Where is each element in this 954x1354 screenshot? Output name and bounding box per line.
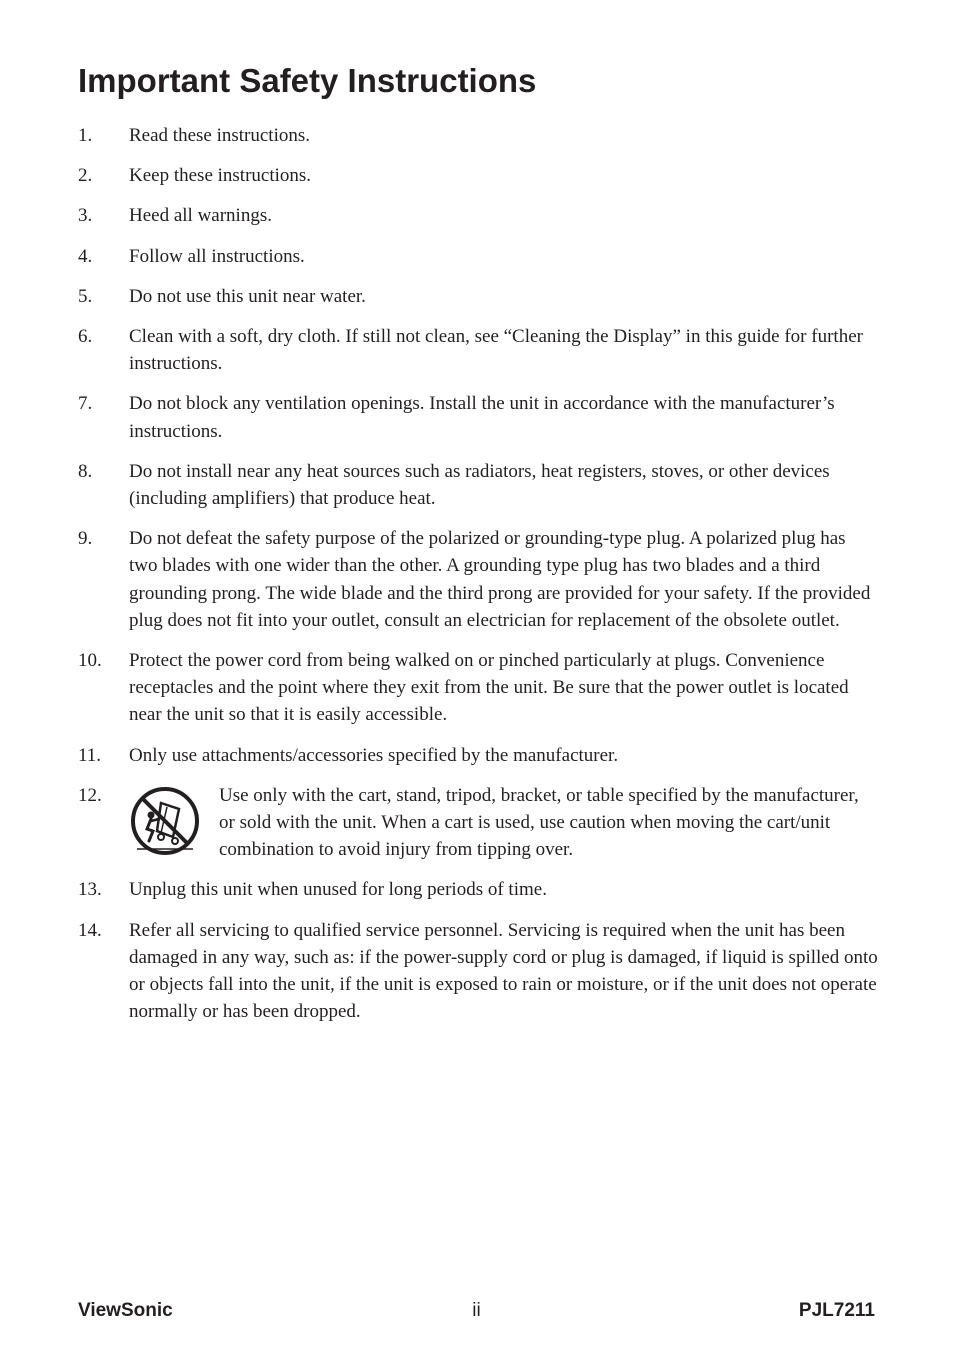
list-item	[78, 390, 878, 444]
item-number: 10.	[78, 650, 102, 672]
list-item	[78, 876, 878, 903]
item-number: 2.	[78, 165, 93, 187]
list-item	[78, 917, 878, 1026]
safety-instructions-list	[78, 122, 878, 1038]
item-number: 13.	[78, 879, 102, 901]
item-number: 3.	[78, 205, 93, 227]
page-footer	[78, 1298, 875, 1324]
page-title: Important Safety Instructions	[78, 62, 537, 99]
list-item	[78, 742, 878, 769]
item-text: Clean with a soft, dry cloth. If still not clean, see “Cleaning the Display” in this guide for further instructions.	[129, 326, 863, 375]
item-text: Read these instructions.	[129, 125, 310, 146]
item-number: 1.	[78, 125, 93, 146]
footer-model: PJL7211	[798, 1300, 875, 1321]
item-text: Do not install near any heat sources such as radiators, heat registers, stoves, or other devices (including amplifiers) that produce heat.	[129, 460, 830, 510]
item-number: 11.	[78, 744, 102, 766]
list-item	[78, 202, 878, 229]
item-text: Follow all instructions.	[129, 245, 305, 267]
item-text: Do not defeat the safety purpose of the polarized or grounding-type plug. A polarized plug has two blades with one wider than the other. A grounding type plug has two blades and a third grounding prong. The wide blade and the third prong are provided for your safety. If the provided plug does not fit into your outlet, consult an electrician for replacement of the obsolete outlet.	[129, 528, 871, 631]
item-text: Do not block any ventilation openings. Install the unit in accordance with the manufacturer’s instructions.	[129, 393, 835, 442]
item-number: 7.	[78, 393, 93, 415]
item-text: Unplug this unit when unused for long periods of time.	[129, 879, 547, 901]
list-item	[78, 782, 878, 864]
item-number: 4.	[78, 245, 93, 267]
item-number: 5.	[78, 285, 93, 307]
item-text: Refer all servicing to qualified service personnel. Servicing is required when the unit has been damaged in any way, such as: if the power-supply cord or plug is damaged, if liquid is spilled onto or objects fall into the unit, if the unit is exposed to rain or moisture, or if the unit does not operate normally or has been dropped.	[129, 919, 878, 1023]
list-item	[78, 243, 878, 270]
item-number: 9.	[78, 528, 93, 550]
cart-tip-over-warning-icon	[129, 782, 219, 864]
list-item	[78, 458, 878, 512]
item-number: 8.	[78, 460, 93, 482]
item-text: Only use attachments/accessories specified by the manufacturer.	[129, 744, 619, 766]
list-item	[78, 162, 878, 189]
item-text: Heed all warnings.	[129, 205, 272, 227]
list-item	[78, 323, 878, 377]
item-text: Protect the power cord from being walked on or pinched particularly at plugs. Convenience receptacles and the point where they exit from the unit. Be sure that the power outlet is located near the unit so that it is easily accessible.	[129, 650, 849, 726]
list-item	[78, 283, 878, 310]
item-text: Keep these instructions.	[129, 165, 312, 187]
list-item	[78, 122, 878, 149]
list-item	[78, 647, 878, 729]
footer-page-number: ii	[472, 1300, 481, 1321]
item-text: Do not use this unit near water.	[129, 285, 366, 307]
item-number: 12.	[78, 784, 102, 806]
footer-brand: ViewSonic	[78, 1300, 173, 1321]
item-number: 6.	[78, 326, 93, 348]
item-text: Use only with the cart, stand, tripod, bracket, or table specified by the manufacturer, or sold with the unit. When a cart is used, use caution when moving the cart/unit combination to avoid injury from tipping over.	[219, 784, 859, 861]
item-number: 14.	[78, 919, 102, 941]
list-item	[78, 525, 878, 634]
